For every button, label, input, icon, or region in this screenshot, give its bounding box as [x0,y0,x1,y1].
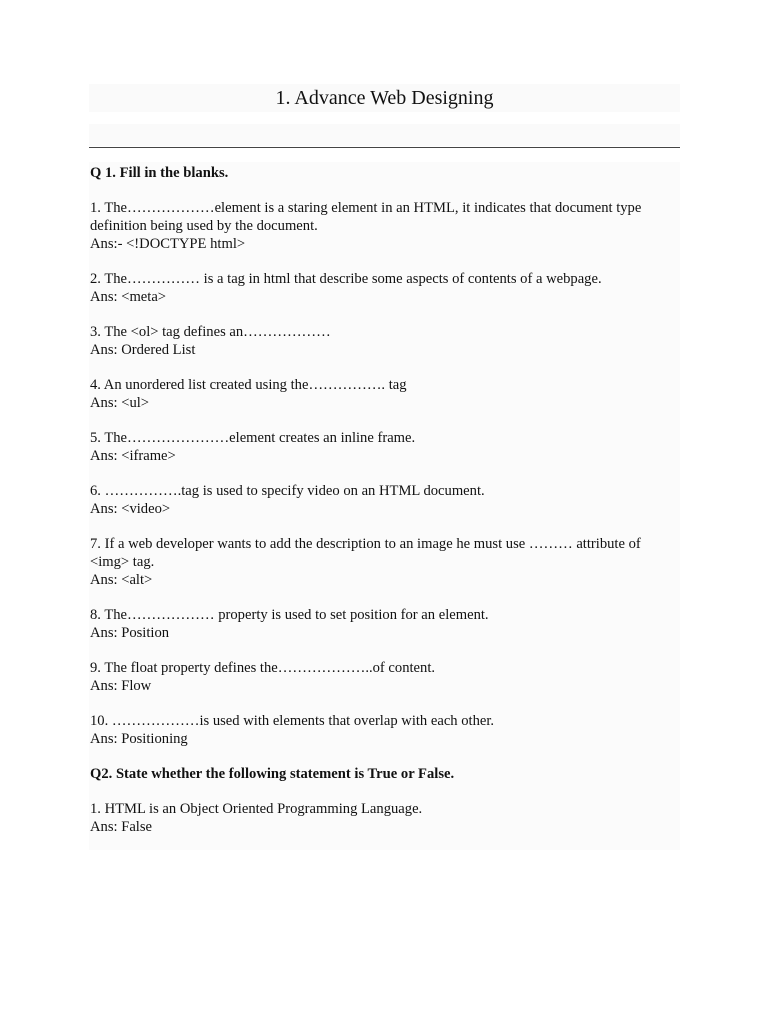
question-answer: Ans: Positioning [90,731,188,747]
question-answer: Ans: Ordered List [90,342,196,358]
question-item [90,199,680,253]
question-item [90,712,680,748]
question-text: 5. The…………………element creates an inline frame. [90,430,416,446]
question-text: 4. An unordered list created using the……………. tag [90,377,407,393]
question-text: 7. If a web developer wants to add the description to an image he must use ……… attribute of <img> tag. [90,536,641,570]
question-text: 3. The <ol> tag defines an……………… [90,324,331,340]
question-item [90,606,680,642]
page-title: 1. Advance Web Designing [275,87,494,109]
question-text: 10. ………………is used with elements that overlap with each other. [90,713,495,729]
question-answer: Ans: <video> [90,501,171,517]
question-answer: Ans: <ul> [90,395,150,411]
section-heading-fill-blanks: Q 1. Fill in the blanks. [90,165,229,181]
question-text: 1. The………………element is a staring element in an HTML, it indicates that document type definition being used by the document. [90,200,642,234]
header-band [89,124,680,146]
question-item [90,659,680,695]
question-text: 9. The float property defines the………………..of content. [90,660,436,676]
question-answer: Ans:- <!DOCTYPE html> [90,236,246,252]
question-item [90,429,680,465]
question-item [90,270,680,306]
question-item [90,323,680,359]
question-answer: Ans: <iframe> [90,448,176,464]
question-item [90,482,680,518]
question-item [90,376,680,412]
question-answer: Ans: <alt> [90,572,153,588]
question-text: 1. HTML is an Object Oriented Programming Language. [90,801,423,817]
question-answer: Ans: <meta> [90,289,167,305]
question-answer: Ans: False [90,819,153,835]
question-text: 8. The……………… property is used to set position for an element. [90,607,489,623]
question-text: 2. The…………… is a tag in html that describe some aspects of contents of a webpage. [90,271,602,287]
question-text: 6. …………….tag is used to specify video on an HTML document. [90,483,485,499]
header-divider [89,147,680,148]
question-answer: Ans: Position [90,625,170,641]
question-item [90,800,680,836]
section-heading-true-false: Q2. State whether the following statement is True or False. [90,766,455,782]
question-item [90,535,680,589]
document-body [90,164,680,853]
question-answer: Ans: Flow [90,678,152,694]
